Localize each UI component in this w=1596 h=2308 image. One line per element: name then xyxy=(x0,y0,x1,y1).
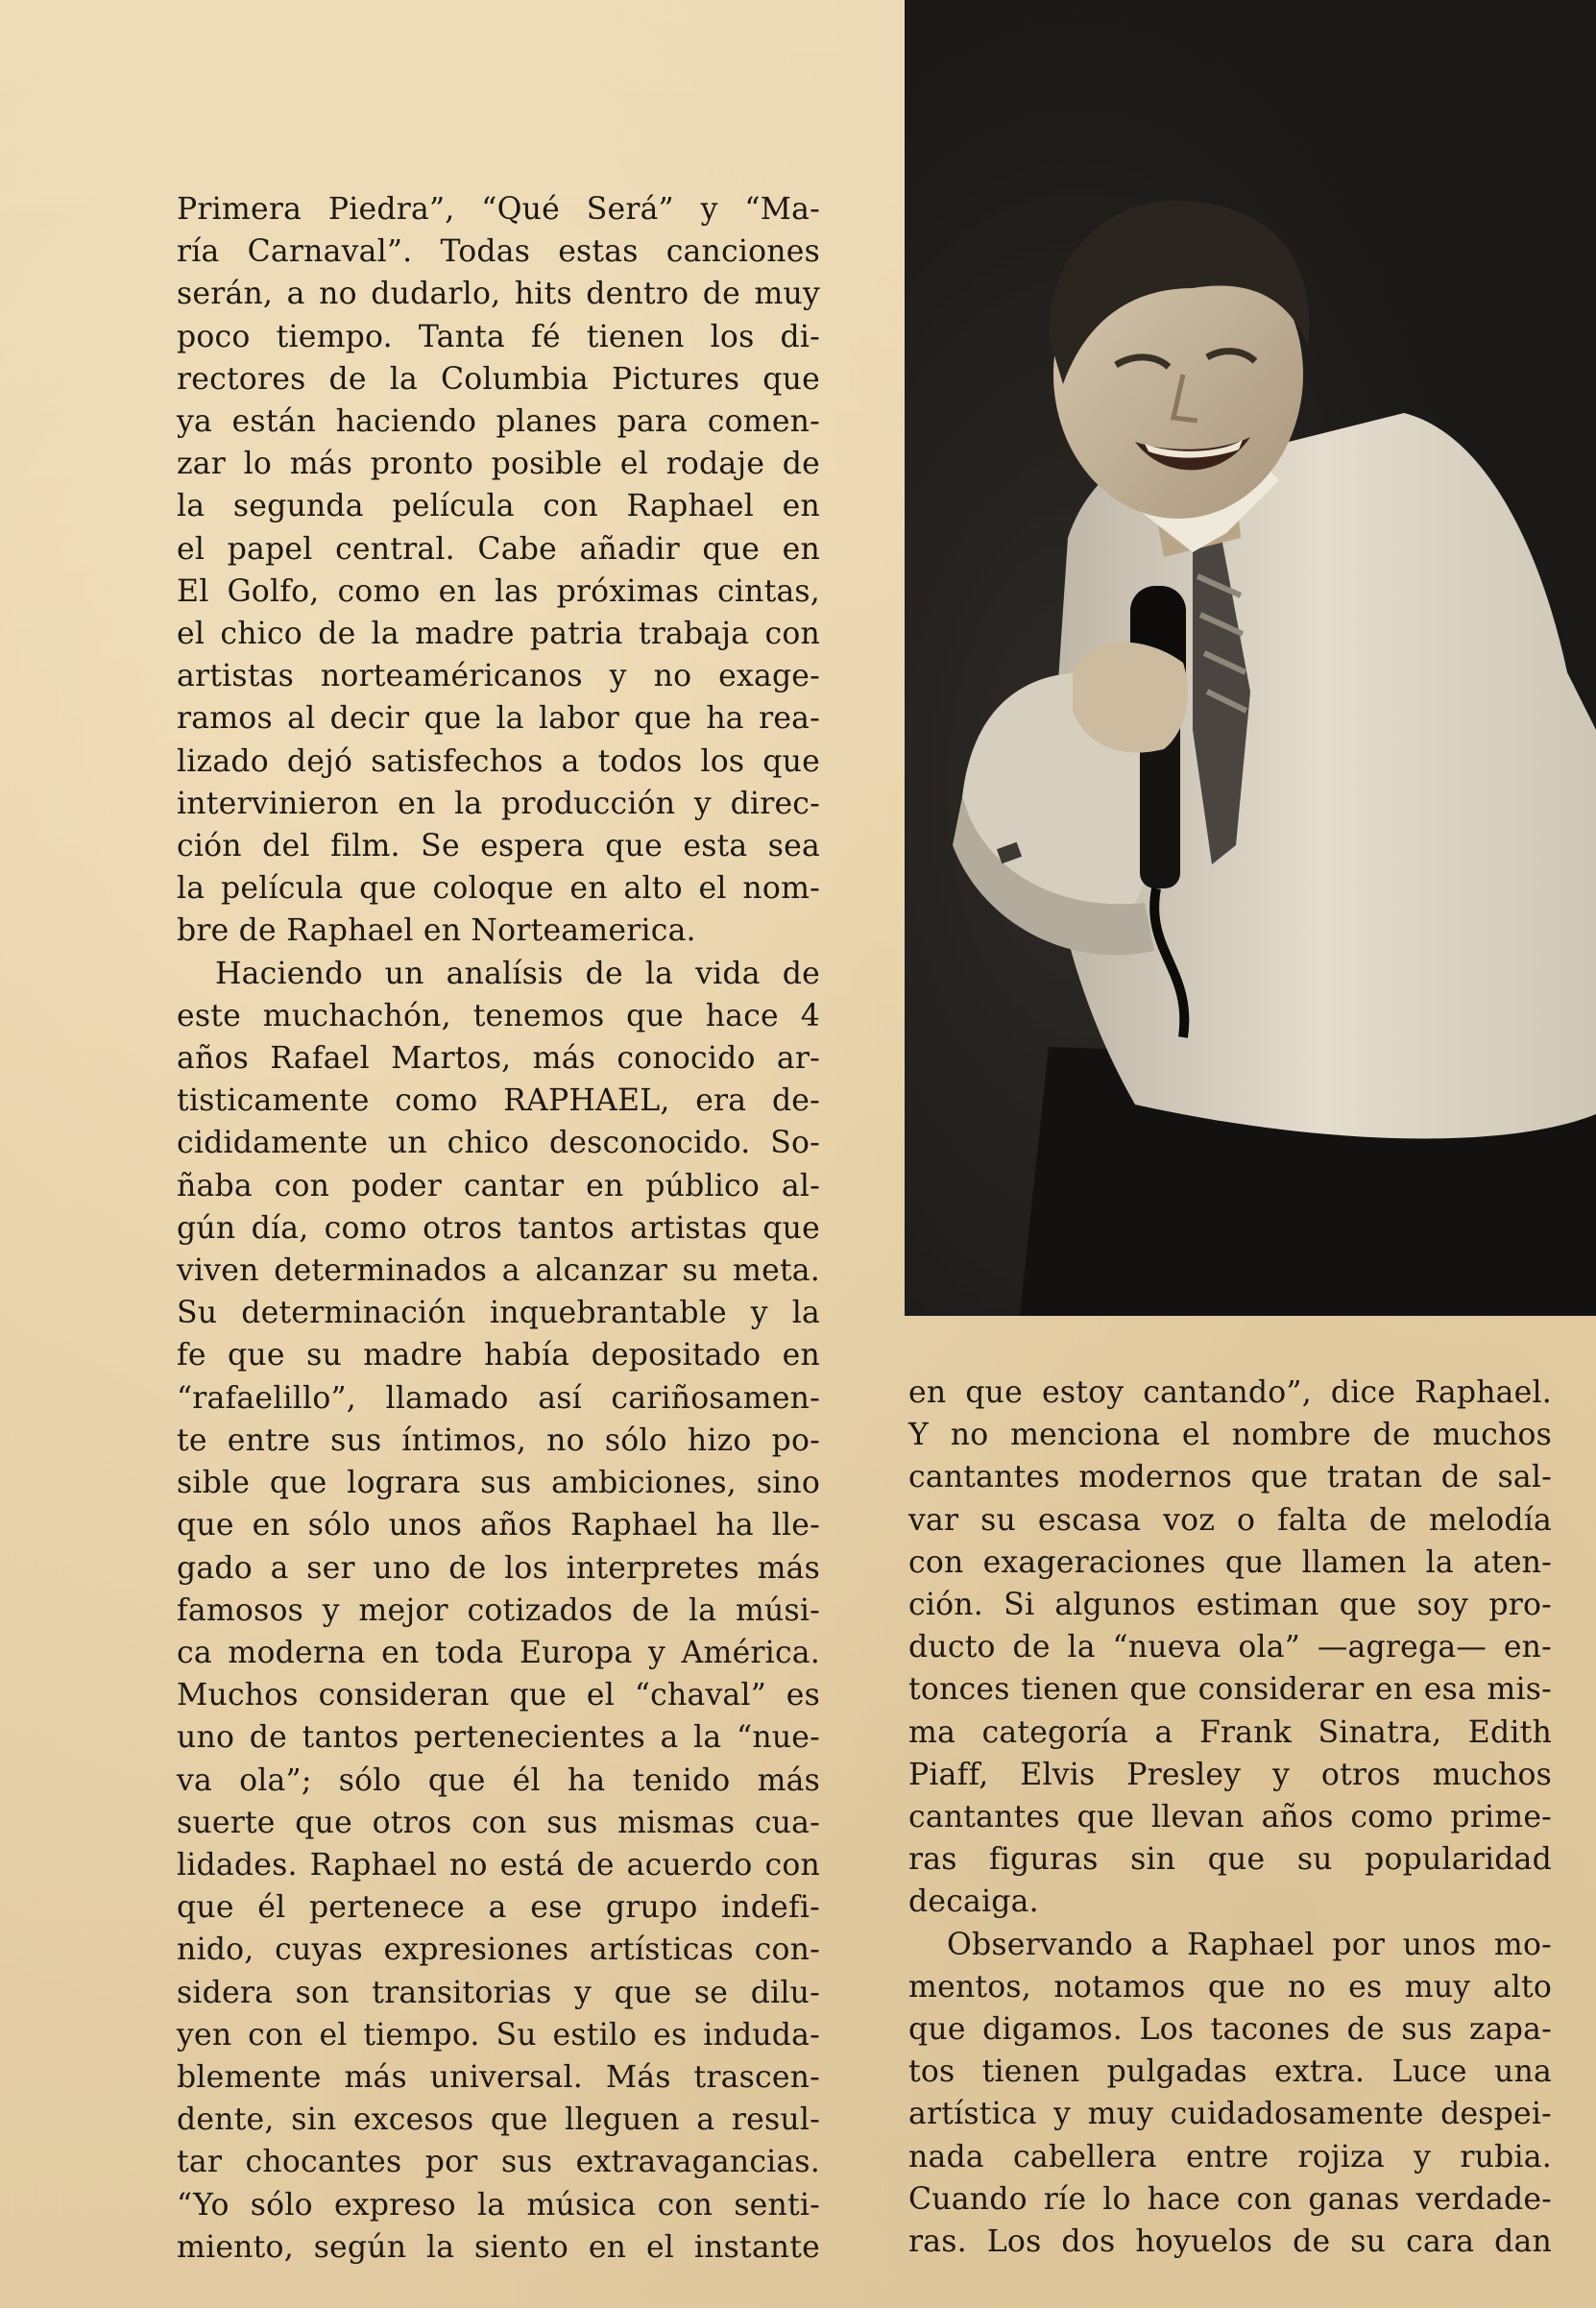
text-line: que él pertenece a ese grupo indefi- xyxy=(177,1890,820,1926)
text-line: uno de tantos pertenecientes a la “nue- xyxy=(177,1720,820,1756)
text-line: var su escasa voz o falta de melodía xyxy=(908,1502,1552,1538)
text-line: “rafaelillo”, llamado así cariñosamen- xyxy=(177,1380,820,1416)
photo-illustration xyxy=(905,0,1596,1316)
text-line: lizado dejó satisfechos a todos los que xyxy=(177,743,820,779)
text-line: zar lo más pronto posible el rodaje de xyxy=(177,447,820,482)
text-line: Piaff, Elvis Presley y otros muchos xyxy=(908,1757,1552,1792)
text-line: ca moderna en toda Europa y América. xyxy=(177,1635,820,1670)
singer-photo xyxy=(905,0,1596,1316)
text-line: que digamos. Los tacones de sus zapa- xyxy=(908,2012,1552,2048)
text-line: Cuando ríe lo hace con ganas verdade- xyxy=(908,2181,1552,2217)
text-line: miento, según la siento en el instante xyxy=(177,2229,820,2265)
text-line: el chico de la madre patria trabaja con xyxy=(177,617,820,652)
text-line: blemente más universal. Más trascen- xyxy=(177,2059,820,2095)
text-line: Observando a Raphael por unos mo- xyxy=(947,1927,1552,1962)
text-line: yen con el tiempo. Su estilo es induda- xyxy=(177,2017,820,2053)
text-line: nada cabellera entre rojiza y rubia. xyxy=(908,2139,1552,2174)
text-line: te entre sus íntimos, no sólo hizo po- xyxy=(177,1422,820,1458)
text-line: años Rafael Martos, más conocido ar- xyxy=(177,1041,820,1077)
text-line: fe que su madre había depositado en xyxy=(177,1338,820,1373)
text-line: serán, a no dudarlo, hits dentro de muy xyxy=(177,277,820,312)
text-line: poco tiempo. Tanta fé tienen los di- xyxy=(177,319,820,354)
text-line: intervinieron en la producción y direc- xyxy=(177,786,820,821)
text-line: bre de Raphael en Norteamerica. xyxy=(177,913,696,949)
text-line: con exageraciones que llamen la aten- xyxy=(908,1544,1552,1580)
text-line: decaiga. xyxy=(908,1884,1039,1920)
text-line: famosos y mejor cotizados de la músi- xyxy=(177,1592,820,1628)
text-line: ría Carnaval”. Todas estas canciones xyxy=(177,234,820,270)
text-line: ducto de la “nueva ola” —agrega— en- xyxy=(908,1630,1552,1665)
text-line: ya están haciendo planes para comen- xyxy=(177,404,820,440)
text-line: gún día, como otros tantos artistas que xyxy=(177,1210,820,1246)
text-line: lidades. Raphael no está de acuerdo con xyxy=(177,1847,820,1883)
text-line: mentos, notamos que no es muy alto xyxy=(908,1969,1552,2004)
text-line: cantantes que llevan años como prime- xyxy=(908,1800,1552,1835)
text-line: que en sólo unos años Raphael ha lle- xyxy=(177,1508,820,1543)
text-line: ción del film. Se espera que esta sea xyxy=(177,829,820,864)
text-line: en que estoy cantando”, dice Raphael. xyxy=(908,1375,1552,1410)
text-line: El Golfo, como en las próximas cintas, xyxy=(177,573,820,609)
text-line: dente, sin excesos que lleguen a resul- xyxy=(177,2102,820,2138)
text-line: Haciendo un analísis de la vida de xyxy=(215,956,820,991)
text-line: ción. Si algunos estiman que soy pro- xyxy=(908,1588,1552,1623)
text-line: sible que lograra sus ambiciones, sino xyxy=(177,1466,820,1501)
text-line: Y no menciona el nombre de muchos xyxy=(908,1418,1552,1453)
text-line: artística y muy cuidadosamente despei- xyxy=(908,2097,1552,2132)
text-line: Primera Piedra”, “Qué Será” y “Ma- xyxy=(177,192,820,227)
text-line: este muchachón, tenemos que hace 4 xyxy=(177,998,820,1033)
text-line: viven determinados a alcanzar su meta. xyxy=(177,1253,820,1289)
article-column-left xyxy=(177,188,820,2269)
article-column-right xyxy=(908,1372,1552,2263)
text-line: cantantes modernos que tratan de sal- xyxy=(908,1460,1552,1495)
text-line: va ola”; sólo que él ha tenido más xyxy=(177,1762,820,1798)
text-line: Muchos consideran que el “chaval” es xyxy=(177,1678,820,1713)
text-line: ñaba con poder cantar en público al- xyxy=(177,1168,820,1203)
text-line: tos tienen pulgadas extra. Luce una xyxy=(908,2054,1552,2090)
text-line: cididamente un chico desconocido. So- xyxy=(177,1126,820,1161)
text-line: tisticamente como RAPHAEL, era de- xyxy=(177,1083,820,1119)
text-line: suerte que otros con sus mismas cua- xyxy=(177,1805,820,1840)
text-line: tonces tienen que considerar en esa mis- xyxy=(908,1672,1552,1708)
text-line: artistas norteaméricanos y no exage- xyxy=(177,659,820,694)
text-line: ma categoría a Frank Sinatra, Edith xyxy=(908,1714,1552,1750)
text-line: Su determinación inquebrantable y la xyxy=(177,1296,820,1331)
text-line: gado a ser uno de los interpretes más xyxy=(177,1550,820,1586)
text-line: ras. Los dos hoyuelos de su cara dan xyxy=(908,2224,1552,2260)
text-line: la película que coloque en alto el nom- xyxy=(177,871,820,907)
text-line: el papel central. Cabe añadir que en xyxy=(177,531,820,567)
text-line: “Yo sólo expreso la música con senti- xyxy=(177,2187,820,2223)
text-line: la segunda película con Raphael en xyxy=(177,489,820,524)
text-line: ramos al decir que la labor que ha rea- xyxy=(177,701,820,737)
text-line: ras figuras sin que su popularidad xyxy=(908,1842,1552,1878)
text-line: sidera son transitorias y que se dilu- xyxy=(177,1975,820,2010)
text-line: rectores de la Columbia Pictures que xyxy=(177,361,820,397)
text-line: nido, cuyas expresiones artísticas con- xyxy=(177,1932,820,1968)
text-line: tar chocantes por sus extravagancias. xyxy=(177,2145,820,2180)
